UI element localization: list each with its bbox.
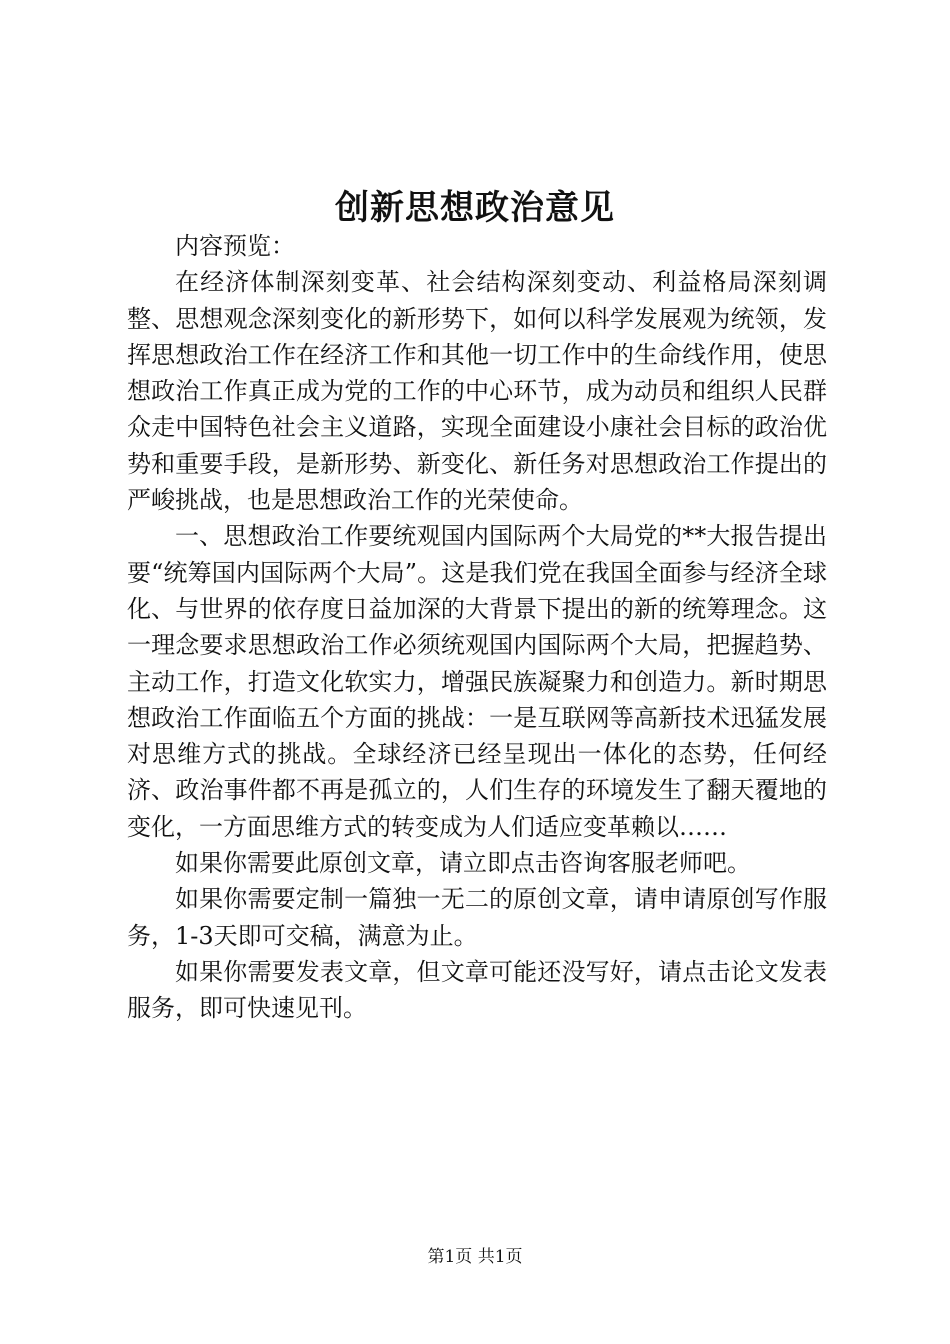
preview-label: 内容预览： xyxy=(175,232,295,260)
publishing-service-paragraph: 如果你需要发表文章，但文章可能还没写好，请点击论文发表服务，即可快速见刊。 xyxy=(127,957,827,1023)
contact-service-paragraph: 如果你需要此原创文章，请立即点击咨询客服老师吧。 xyxy=(175,849,751,878)
document-body xyxy=(127,228,827,1027)
section-one-paragraph: 一、思想政治工作要统观国内国际两个大局党的**大报告提出要“统筹国内国际两个大局”。这是我们党在我国全面参与经济全球化、与世界的依存度日益加深的大背景下提出的新的统筹理念。这一理念要求思想政治工作必须统观国内国际两个大局，把握趋势、主动工作，打造文化软实力，增强民族凝聚力和创造力。新时期思想政治工作面临五个方面的挑战：一是互联网等高新技术迅猛发展对思维方式的挑战。全球经济已经呈现出一体化的态势，任何经济、政治事件都不再是孤立的，人们生存的环境发生了翻天覆地的变化，一方面思维方式的转变成为人们适应变革赖以…… xyxy=(127,522,827,841)
intro-paragraph: 在经济体制深刻变革、社会结构深刻变动、利益格局深刻调整、思想观念深刻变化的新形势下，如何以科学发展观为统领，发挥思想政治工作在经济工作和其他一切工作中的生命线作用，使思想政治工作真正成为党的工作的中心环节，成为动员和组织人民群众走中国特色社会主义道路，实现全面建设小康社会目标的政治优势和重要手段，是新形势、新变化、新任务对思想政治工作提出的严峻挑战，也是思想政治工作的光荣使命。 xyxy=(127,268,827,515)
document-title: 创新思想政治意见 xyxy=(335,188,615,228)
page-footer: 第1页 共1页 xyxy=(427,1247,523,1267)
custom-writing-paragraph: 如果你需要定制一篇独一无二的原创文章，请申请原创写作服务，1-3天即可交稿，满意为止。 xyxy=(127,885,827,950)
